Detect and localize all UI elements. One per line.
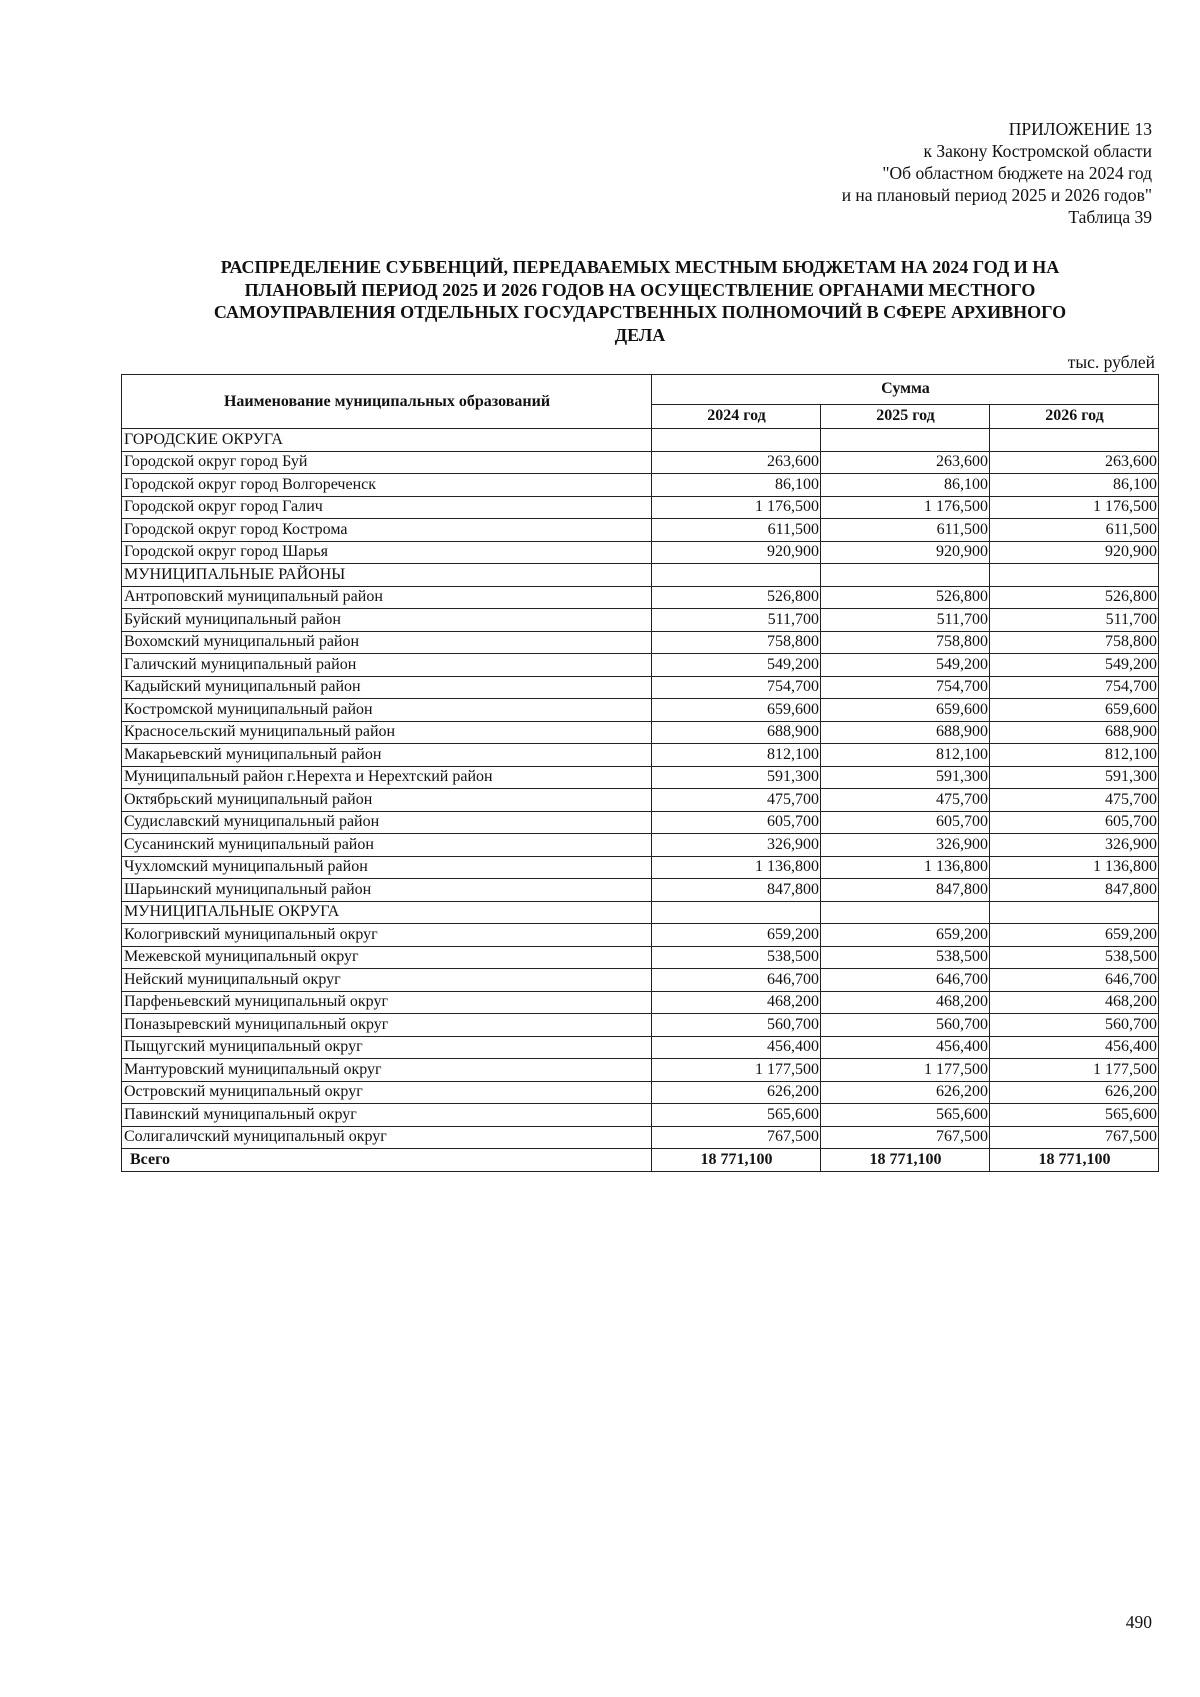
total-row xyxy=(122,1149,1159,1172)
amount-cell: 1 136,800 xyxy=(652,856,821,879)
amount-cell: 456,400 xyxy=(990,1036,1159,1059)
table-row xyxy=(122,1059,1159,1082)
table-row xyxy=(122,1036,1159,1059)
amount-cell: 565,600 xyxy=(821,1104,990,1127)
amount-cell: 1 177,500 xyxy=(652,1059,821,1082)
table-row xyxy=(122,946,1159,969)
amount-cell: 688,900 xyxy=(821,721,990,744)
amount-cell: 591,300 xyxy=(821,766,990,789)
amount-cell: 538,500 xyxy=(821,946,990,969)
row-name-cell: Городской округ город Шарья xyxy=(122,541,652,564)
amount-cell: 754,700 xyxy=(652,676,821,699)
amount-cell: 758,800 xyxy=(821,631,990,654)
title-line-2: ПЛАНОВЫЙ ПЕРИОД 2025 И 2026 ГОДОВ НА ОСУЩЕСТВЛЕНИЕ ОРГАНАМИ МЕСТНОГО xyxy=(244,279,1036,300)
amount-cell: 758,800 xyxy=(652,631,821,654)
amount-cell: 767,500 xyxy=(821,1126,990,1149)
amount-cell: 326,900 xyxy=(652,834,821,857)
amount-cell: 18 771,100 xyxy=(821,1149,990,1172)
column-header-2026: 2026 год xyxy=(990,404,1159,428)
appendix-header xyxy=(842,118,1152,228)
row-name-cell: Буйский муниципальный район xyxy=(122,609,652,632)
row-name-cell: Красносельский муниципальный район xyxy=(122,721,652,744)
row-name-cell: Судиславский муниципальный район xyxy=(122,811,652,834)
amount-cell: 565,600 xyxy=(990,1104,1159,1127)
amount-cell: 526,800 xyxy=(990,586,1159,609)
row-name-cell: МУНИЦИПАЛЬНЫЕ ОКРУГА xyxy=(122,901,652,924)
amount-cell: 847,800 xyxy=(652,879,821,902)
amount-cell: 688,900 xyxy=(990,721,1159,744)
row-name-cell: Мантуровский муниципальный округ xyxy=(122,1059,652,1082)
amount-cell: 611,500 xyxy=(990,519,1159,542)
amount-cell: 560,700 xyxy=(990,1014,1159,1037)
row-name-cell: Парфеньевский муниципальный округ xyxy=(122,991,652,1014)
amount-cell: 86,100 xyxy=(652,474,821,497)
row-name-cell: Шарьинский муниципальный район xyxy=(122,879,652,902)
table-row xyxy=(122,856,1159,879)
amount-cell xyxy=(652,564,821,587)
column-header-sum: Сумма xyxy=(652,375,1159,405)
row-name-cell: Городской округ город Галич xyxy=(122,496,652,519)
amount-cell: 263,600 xyxy=(652,451,821,474)
amount-cell: 326,900 xyxy=(990,834,1159,857)
row-name-cell: Пыщугский муниципальный округ xyxy=(122,1036,652,1059)
amount-cell: 456,400 xyxy=(652,1036,821,1059)
amount-cell: 538,500 xyxy=(652,946,821,969)
units-label: тыс. рублей xyxy=(1067,352,1155,372)
table-row xyxy=(122,924,1159,947)
amount-cell: 18 771,100 xyxy=(652,1149,821,1172)
table-row xyxy=(122,879,1159,902)
amount-cell: 688,900 xyxy=(652,721,821,744)
amount-cell: 659,200 xyxy=(821,924,990,947)
subsidy-table xyxy=(121,374,1159,1172)
row-name-cell: МУНИЦИПАЛЬНЫЕ РАЙОНЫ xyxy=(122,564,652,587)
column-header-2025: 2025 год xyxy=(821,404,990,428)
table-row xyxy=(122,496,1159,519)
row-name-cell: Чухломский муниципальный район xyxy=(122,856,652,879)
table-row xyxy=(122,834,1159,857)
amount-cell xyxy=(652,901,821,924)
amount-cell: 646,700 xyxy=(652,969,821,992)
page-number: 490 xyxy=(1125,1612,1152,1632)
table-row xyxy=(122,699,1159,722)
amount-cell: 920,900 xyxy=(821,541,990,564)
amount-cell: 468,200 xyxy=(652,991,821,1014)
amount-cell: 1 136,800 xyxy=(821,856,990,879)
table-row xyxy=(122,631,1159,654)
row-name-cell: Нейский муниципальный округ xyxy=(122,969,652,992)
amount-cell: 605,700 xyxy=(821,811,990,834)
row-name-cell: Муниципальный район г.Нерехта и Нерехтский район xyxy=(122,766,652,789)
amount-cell xyxy=(990,429,1159,452)
amount-cell: 812,100 xyxy=(652,744,821,767)
amount-cell: 1 176,500 xyxy=(990,496,1159,519)
amount-cell: 549,200 xyxy=(990,654,1159,677)
row-name-cell: Костромской муниципальный район xyxy=(122,699,652,722)
table-row xyxy=(122,901,1159,924)
table-row xyxy=(122,766,1159,789)
table-row xyxy=(122,564,1159,587)
amount-cell: 475,700 xyxy=(990,789,1159,812)
row-name-cell: Городской округ город Волгореченск xyxy=(122,474,652,497)
amount-cell: 565,600 xyxy=(652,1104,821,1127)
row-name-cell: Поназыревский муниципальный округ xyxy=(122,1014,652,1037)
row-name-cell: Городской округ город Кострома xyxy=(122,519,652,542)
amount-cell: 767,500 xyxy=(990,1126,1159,1149)
amount-cell: 526,800 xyxy=(821,586,990,609)
title-line-4: ДЕЛА xyxy=(614,324,666,345)
appendix-law-title-2: и на плановый период 2025 и 2026 годов" xyxy=(841,185,1152,205)
amount-cell: 591,300 xyxy=(990,766,1159,789)
table-row xyxy=(122,721,1159,744)
table-row xyxy=(122,541,1159,564)
row-name-cell: Галичский муниципальный район xyxy=(122,654,652,677)
table-row xyxy=(122,789,1159,812)
row-name-cell: Всего xyxy=(122,1149,652,1172)
row-name-cell: Межевской муниципальный округ xyxy=(122,946,652,969)
amount-cell: 549,200 xyxy=(821,654,990,677)
amount-cell: 511,700 xyxy=(652,609,821,632)
table-row xyxy=(122,991,1159,1014)
row-name-cell: Октябрьский муниципальный район xyxy=(122,789,652,812)
amount-cell: 263,600 xyxy=(821,451,990,474)
amount-cell: 754,700 xyxy=(990,676,1159,699)
amount-cell: 468,200 xyxy=(821,991,990,1014)
amount-cell: 605,700 xyxy=(652,811,821,834)
appendix-law-line: к Закону Костромской области xyxy=(923,141,1152,161)
amount-cell xyxy=(821,901,990,924)
amount-cell: 560,700 xyxy=(821,1014,990,1037)
amount-cell: 812,100 xyxy=(990,744,1159,767)
table-number: Таблица 39 xyxy=(1068,207,1152,227)
amount-cell: 626,200 xyxy=(990,1081,1159,1104)
table-row xyxy=(122,586,1159,609)
amount-cell: 468,200 xyxy=(990,991,1159,1014)
amount-cell: 1 176,500 xyxy=(652,496,821,519)
row-name-cell: Павинский муниципальный округ xyxy=(122,1104,652,1127)
amount-cell: 560,700 xyxy=(652,1014,821,1037)
row-name-cell: Сусанинский муниципальный район xyxy=(122,834,652,857)
table-row xyxy=(122,451,1159,474)
document-title xyxy=(120,256,1160,346)
amount-cell: 611,500 xyxy=(652,519,821,542)
row-name-cell: Кологривский муниципальный округ xyxy=(122,924,652,947)
table-row xyxy=(122,969,1159,992)
amount-cell: 86,100 xyxy=(990,474,1159,497)
amount-cell: 475,700 xyxy=(821,789,990,812)
amount-cell: 263,600 xyxy=(990,451,1159,474)
table-row xyxy=(122,1126,1159,1149)
amount-cell: 920,900 xyxy=(990,541,1159,564)
amount-cell: 646,700 xyxy=(821,969,990,992)
amount-cell: 847,800 xyxy=(990,879,1159,902)
amount-cell: 1 177,500 xyxy=(990,1059,1159,1082)
amount-cell xyxy=(990,564,1159,587)
amount-cell: 659,200 xyxy=(652,924,821,947)
amount-cell: 326,900 xyxy=(821,834,990,857)
row-name-cell: Островский муниципальный округ xyxy=(122,1081,652,1104)
amount-cell: 511,700 xyxy=(821,609,990,632)
row-name-cell: Макарьевский муниципальный район xyxy=(122,744,652,767)
row-name-cell: Городской округ город Буй xyxy=(122,451,652,474)
column-header-2024: 2024 год xyxy=(652,404,821,428)
table-row xyxy=(122,519,1159,542)
amount-cell: 611,500 xyxy=(821,519,990,542)
amount-cell: 646,700 xyxy=(990,969,1159,992)
table-row xyxy=(122,1014,1159,1037)
column-header-name: Наименование муниципальных образований xyxy=(122,375,652,429)
table-row xyxy=(122,811,1159,834)
amount-cell: 475,700 xyxy=(652,789,821,812)
amount-cell: 526,800 xyxy=(652,586,821,609)
title-line-3: САМОУПРАВЛЕНИЯ ОТДЕЛЬНЫХ ГОСУДАРСТВЕННЫХ ПОЛНОМОЧИЙ В СФЕРЕ АРХИВНОГО xyxy=(213,302,1067,322)
table-row xyxy=(122,1104,1159,1127)
table-row xyxy=(122,744,1159,767)
amount-cell: 591,300 xyxy=(652,766,821,789)
amount-cell xyxy=(990,901,1159,924)
row-name-cell: Кадыйский муниципальный район xyxy=(122,676,652,699)
amount-cell: 1 177,500 xyxy=(821,1059,990,1082)
amount-cell: 456,400 xyxy=(821,1036,990,1059)
amount-cell: 511,700 xyxy=(990,609,1159,632)
amount-cell: 605,700 xyxy=(990,811,1159,834)
amount-cell: 549,200 xyxy=(652,654,821,677)
row-name-cell: ГОРОДСКИЕ ОКРУГА xyxy=(122,429,652,452)
amount-cell: 538,500 xyxy=(990,946,1159,969)
amount-cell: 626,200 xyxy=(652,1081,821,1104)
amount-cell xyxy=(821,564,990,587)
amount-cell: 758,800 xyxy=(990,631,1159,654)
amount-cell: 1 136,800 xyxy=(990,856,1159,879)
row-name-cell: Вохомский муниципальный район xyxy=(122,631,652,654)
appendix-law-title-1: "Об областном бюджете на 2024 год xyxy=(882,163,1152,183)
amount-cell: 18 771,100 xyxy=(990,1149,1159,1172)
row-name-cell: Антроповский муниципальный район xyxy=(122,586,652,609)
row-name-cell: Солигаличский муниципальный округ xyxy=(122,1126,652,1149)
amount-cell: 920,900 xyxy=(652,541,821,564)
amount-cell: 659,200 xyxy=(990,924,1159,947)
table-row xyxy=(122,609,1159,632)
amount-cell: 812,100 xyxy=(821,744,990,767)
table-row xyxy=(122,1081,1159,1104)
amount-cell: 1 176,500 xyxy=(821,496,990,519)
table-row xyxy=(122,676,1159,699)
title-line-1: РАСПРЕДЕЛЕНИЕ СУБВЕНЦИЙ, ПЕРЕДАВАЕМЫХ МЕСТНЫМ БЮДЖЕТАМ НА 2024 ГОД И НА xyxy=(220,257,1060,277)
table-row xyxy=(122,654,1159,677)
appendix-number: ПРИЛОЖЕНИЕ 13 xyxy=(1008,119,1152,139)
amount-cell: 754,700 xyxy=(821,676,990,699)
amount-cell: 767,500 xyxy=(652,1126,821,1149)
table-row xyxy=(122,429,1159,452)
amount-cell: 659,600 xyxy=(990,699,1159,722)
amount-cell: 659,600 xyxy=(821,699,990,722)
amount-cell: 626,200 xyxy=(821,1081,990,1104)
table-row xyxy=(122,474,1159,497)
amount-cell xyxy=(652,429,821,452)
amount-cell: 659,600 xyxy=(652,699,821,722)
amount-cell xyxy=(821,429,990,452)
amount-cell: 86,100 xyxy=(821,474,990,497)
amount-cell: 847,800 xyxy=(821,879,990,902)
